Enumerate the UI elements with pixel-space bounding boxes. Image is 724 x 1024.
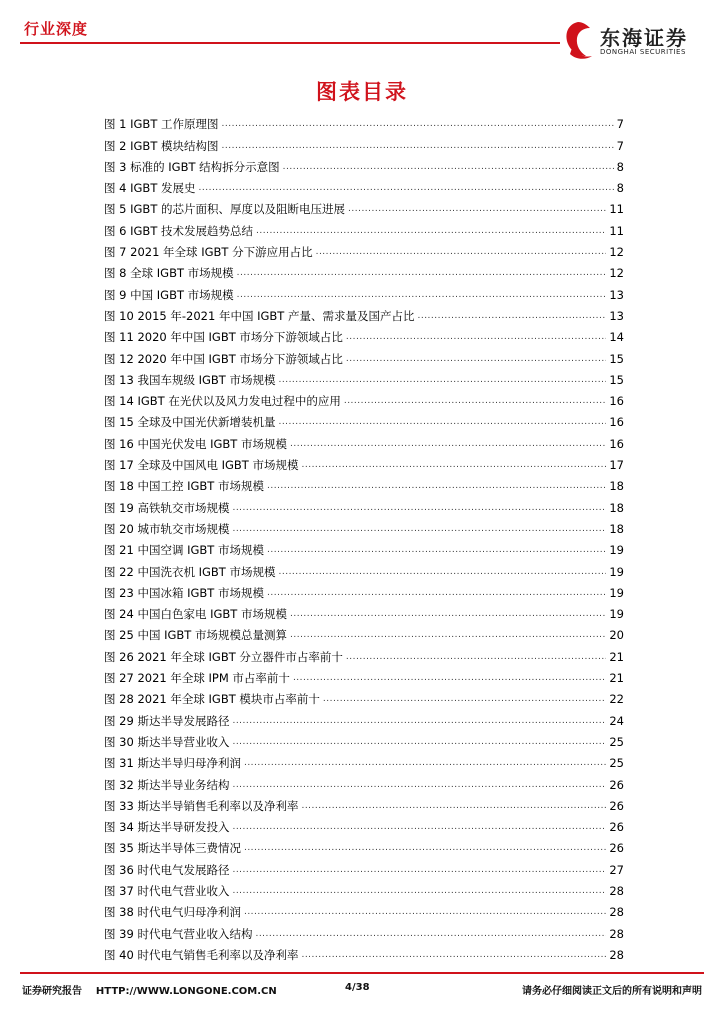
toc-leader-dots [232,714,606,728]
toc-leader-dots [232,522,606,536]
toc-entry-page[interactable]: 26 [609,820,624,835]
toc-entry-label[interactable]: 图 4 IGBT 发展史 [104,181,196,196]
toc-entry[interactable] [104,919,624,940]
toc-entry-page[interactable]: 13 [609,287,624,302]
toc-entry[interactable] [104,621,624,642]
toc-leader-dots [232,501,606,515]
toc-entry[interactable] [104,685,624,706]
toc-entry-page[interactable]: 16 [609,415,624,430]
toc-leader-dots [344,394,607,408]
toc-entry[interactable] [104,472,624,493]
toc-entry-page[interactable]: 19 [609,607,624,622]
toc-entry[interactable] [104,898,624,919]
toc-entry-page[interactable]: 22 [609,692,624,707]
toc-entry[interactable] [104,600,624,621]
logo-english-name: DONGHAI SECURITIES [600,48,686,56]
toc-entry-page[interactable]: 19 [609,543,624,558]
toc-entry-page[interactable]: 24 [609,713,624,728]
toc-leader-dots [232,820,606,834]
toc-entry-label[interactable]: 图 28 2021 年全球 IGBT 模块市占率前十 [104,692,320,707]
toc-entry-page[interactable]: 28 [609,905,624,920]
toc-entry[interactable] [104,770,624,791]
toc-entry-page[interactable]: 27 [609,862,624,877]
footer-left-text: 证券研究报告 HTTP://WWW.LONGONE.COM.CN [22,986,277,997]
toc-entry[interactable] [104,579,624,600]
toc-leader-dots [244,841,606,855]
toc-entry[interactable] [104,408,624,429]
toc-entry-page[interactable]: 26 [609,841,624,856]
toc-entry-label[interactable]: 图 12 2020 年中国 IGBT 市场分下游领域占比 [104,351,343,366]
toc-leader-dots [316,245,607,259]
toc-leader-dots [278,373,606,387]
toc-entry[interactable] [104,493,624,514]
toc-entry[interactable] [104,642,624,663]
toc-entry-label[interactable]: 图 7 2021 年全球 IGBT 分下游应用占比 [104,245,313,260]
toc-entry[interactable] [104,749,624,770]
footer-disclaimer: 请务必仔细阅读正文后的所有说明和声明 [522,986,702,997]
toc-entry-label[interactable]: 图 32 斯达半导业务结构 [104,777,230,792]
toc-leader-dots [301,948,606,962]
toc-entry[interactable] [104,280,624,301]
dragon-logo-icon [560,18,596,62]
toc-entry[interactable] [104,195,624,216]
toc-entry[interactable] [104,664,624,685]
toc-entry-page[interactable]: 28 [609,883,624,898]
toc-entry-page[interactable]: 21 [609,671,624,686]
toc-entry-page[interactable]: 26 [609,798,624,813]
toc-entry-label[interactable]: 图 18 中国工控 IGBT 市场规模 [104,479,264,494]
toc-entry[interactable] [104,429,624,450]
page-title: 图表目录 [316,80,408,104]
toc-leader-dots [232,778,606,792]
toc-entry[interactable] [104,216,624,237]
toc-entry[interactable] [104,941,624,962]
toc-entry-page[interactable]: 15 [609,372,624,387]
toc-leader-dots [244,905,606,919]
toc-entry-label[interactable]: 图 24 中国白色家电 IGBT 市场规模 [104,607,287,622]
footer-rule [20,972,704,974]
toc-entry-page[interactable]: 7 [616,117,624,132]
toc-entry-page[interactable]: 19 [609,564,624,579]
toc-entry-label[interactable]: 图 34 斯达半导研发投入 [104,820,230,835]
toc-entry-label[interactable]: 图 31 斯达半导归母净利润 [104,756,241,771]
toc-leader-dots [199,181,614,195]
toc-leader-dots [267,543,606,557]
toc-entry-label[interactable]: 图 20 城市轨交市场规模 [104,521,230,536]
toc-leader-dots [417,309,606,323]
toc-leader-dots [290,628,606,642]
toc-entry-page[interactable]: 21 [609,649,624,664]
toc-entry-label[interactable]: 图 36 时代电气发展路径 [104,862,230,877]
toc-leader-dots [323,692,606,706]
toc-entry[interactable] [104,366,624,387]
toc-entry-page[interactable]: 16 [609,394,624,409]
toc-entry-page[interactable]: 13 [609,308,624,323]
toc-entry[interactable] [104,834,624,855]
toc-leader-dots [237,266,607,280]
toc-entry-label[interactable]: 图 3 标准的 IGBT 结构拆分示意图 [104,159,280,174]
toc-leader-dots [290,607,606,621]
toc-leader-dots [346,650,606,664]
toc-leader-dots [267,586,606,600]
report-type-tag: 行业深度 [24,20,89,38]
page-number: 4/38 [345,982,370,993]
toc-entry-page[interactable]: 18 [609,500,624,515]
toc-entry-label[interactable]: 图 1 IGBT 工作原理图 [104,117,219,132]
toc-entry-label[interactable]: 图 39 时代电气营业收入结构 [104,926,253,941]
toc-entry[interactable] [104,153,624,174]
toc-leader-dots [222,139,614,153]
toc-leader-dots [290,437,606,451]
toc-entry-label[interactable]: 图 14 IGBT 在光伏以及风力发电过程中的应用 [104,394,341,409]
toc-entry-label[interactable]: 图 13 我国车规级 IGBT 市场规模 [104,372,276,387]
toc-entry-page[interactable]: 28 [609,926,624,941]
toc-entry-label[interactable]: 图 16 中国光伏发电 IGBT 市场规模 [104,436,287,451]
company-logo [560,18,710,62]
logo-chinese-name: 东海证券 [600,26,688,50]
toc-entry[interactable] [104,515,624,536]
toc-entry[interactable] [104,387,624,408]
toc-entry-page[interactable]: 20 [609,628,624,643]
toc-entry[interactable] [104,728,624,749]
toc-entry-label[interactable]: 图 8 全球 IGBT 市场规模 [104,266,234,281]
toc-entry-page[interactable]: 16 [609,436,624,451]
toc-entry[interactable] [104,536,624,557]
toc-entry-label[interactable]: 图 30 斯达半导营业收入 [104,734,230,749]
toc-entry-label[interactable]: 图 35 斯达半导体三费情况 [104,841,241,856]
toc-entry-page[interactable]: 18 [609,521,624,536]
toc-entry-page[interactable]: 12 [609,266,624,281]
toc-entry-label[interactable]: 图 17 全球及中国风电 IGBT 市场规模 [104,458,299,473]
toc-entry-label[interactable]: 图 11 2020 年中国 IGBT 市场分下游领域占比 [104,330,343,345]
toc-entry-label[interactable]: 图 22 中国洗衣机 IGBT 市场规模 [104,564,276,579]
toc-entry-label[interactable]: 图 26 2021 年全球 IGBT 分立器件市占率前十 [104,649,343,664]
toc-leader-dots [237,288,607,302]
toc-leader-dots [256,224,606,238]
toc-entry[interactable] [104,877,624,898]
toc-entry-label[interactable]: 图 29 斯达半导发展路径 [104,713,230,728]
toc-entry[interactable] [104,344,624,365]
toc-entry-label[interactable]: 图 33 斯达半导销售毛利率以及净利率 [104,798,299,813]
toc-leader-dots [232,863,606,877]
toc-entry-label[interactable]: 图 6 IGBT 技术发展趋势总结 [104,223,253,238]
toc-entry[interactable] [104,557,624,578]
toc-leader-dots [244,756,606,770]
toc-entry[interactable] [104,451,624,472]
toc-entry-page[interactable]: 17 [609,458,624,473]
toc-entry-page[interactable]: 12 [609,245,624,260]
header-rule [20,42,560,44]
toc-entry-label[interactable]: 图 5 IGBT 的芯片面积、厚度以及阻断电压进展 [104,202,345,217]
toc-entry-page[interactable]: 19 [609,585,624,600]
toc-entry-label[interactable]: 图 10 2015 年-2021 年中国 IGBT 产量、需求量及国产占比 [104,308,415,323]
toc-entry-label[interactable]: 图 27 2021 年全球 IPM 市占率前十 [104,671,290,686]
toc-entry-page[interactable]: 18 [609,479,624,494]
toc-entry-label[interactable]: 图 2 IGBT 模块结构图 [104,138,219,153]
toc-entry-page[interactable]: 8 [616,181,624,196]
toc-entry[interactable] [104,131,624,152]
toc-entry-page[interactable]: 26 [609,777,624,792]
toc-leader-dots [301,799,606,813]
toc-entry[interactable] [104,813,624,834]
toc-entry-label[interactable]: 图 40 时代电气销售毛利率以及净利率 [104,947,299,962]
toc-entry-label[interactable]: 图 19 高铁轨交市场规模 [104,500,230,515]
toc-leader-dots [222,117,614,131]
toc-entry-page[interactable]: 25 [609,734,624,749]
toc-leader-dots [293,671,606,685]
toc-entry-label[interactable]: 图 9 中国 IGBT 市场规模 [104,287,234,302]
toc-leader-dots [232,884,606,898]
toc-entry-page[interactable]: 25 [609,756,624,771]
toc-entry-label[interactable]: 图 25 中国 IGBT 市场规模总量测算 [104,628,287,643]
toc-entry[interactable] [104,259,624,280]
toc-entry[interactable] [104,302,624,323]
toc-entry[interactable] [104,174,624,195]
toc-entry-label[interactable]: 图 23 中国冰箱 IGBT 市场规模 [104,585,264,600]
toc-entry-page[interactable]: 15 [609,351,624,366]
toc-entry-label[interactable]: 图 38 时代电气归母净利润 [104,905,241,920]
toc-entry-page[interactable]: 7 [616,138,624,153]
toc-entry[interactable] [104,238,624,259]
toc-leader-dots [283,160,614,174]
toc-entry-label[interactable]: 图 15 全球及中国光伏新增装机量 [104,415,276,430]
toc-entry-label[interactable]: 图 37 时代电气营业收入 [104,883,230,898]
figure-list [104,110,624,962]
toc-leader-dots [346,330,606,344]
toc-entry[interactable] [104,110,624,131]
toc-leader-dots [346,352,606,366]
toc-entry[interactable] [104,706,624,727]
toc-leader-dots [348,202,606,216]
toc-leader-dots [278,415,606,429]
toc-entry[interactable] [104,792,624,813]
toc-leader-dots [232,735,606,749]
toc-leader-dots [278,565,606,579]
toc-entry-page[interactable]: 28 [609,947,624,962]
toc-leader-dots [301,458,606,472]
toc-leader-dots [267,479,606,493]
toc-entry-label[interactable]: 图 21 中国空调 IGBT 市场规模 [104,543,264,558]
toc-entry-page[interactable]: 14 [609,330,624,345]
toc-entry-page[interactable]: 11 [609,223,624,238]
toc-entry-page[interactable]: 11 [609,202,624,217]
toc-entry-page[interactable]: 8 [616,159,624,174]
toc-leader-dots [255,927,606,941]
toc-entry[interactable] [104,323,624,344]
toc-entry[interactable] [104,855,624,876]
